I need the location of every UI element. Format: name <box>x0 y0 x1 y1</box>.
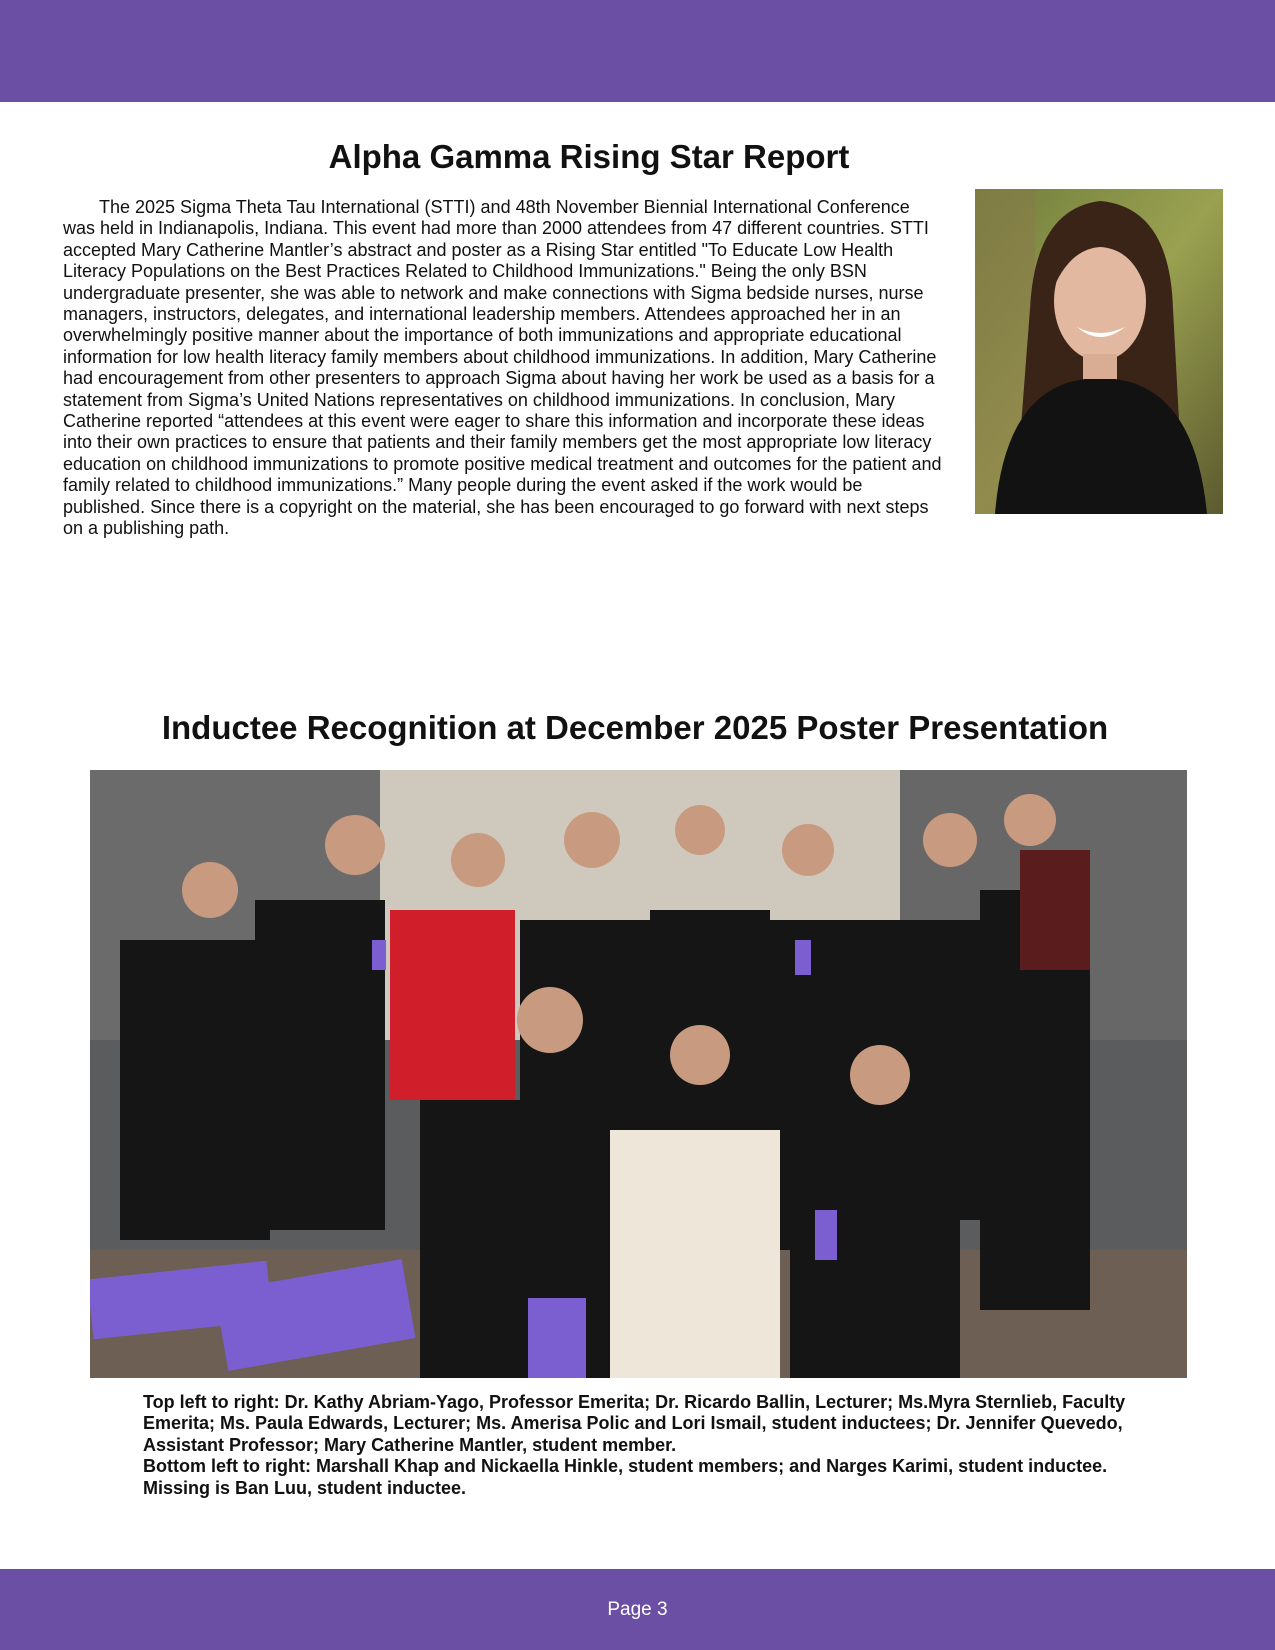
caption-line-missing: Missing is Ban Luu, student inductee. <box>143 1477 467 1498</box>
recognition-title: Inductee Recognition at December 2025 Poster Presentation <box>161 709 1109 746</box>
portrait-photo <box>975 189 1223 514</box>
article-body: The 2025 Sigma Theta Tau International (STTI) and 48th November Biennial International Conference was held in Indianapolis, Indiana. This event had more than 2000 attendees from 47 different countries. STTI accepted Mary Catherine Mantler’s abstract and poster as a Rising Star entitled "To Educate Low Health Literacy Populations on the Best Practices Related to Childhood Immunizations." Being the only BSN undergraduate presenter, she was able to network and make connections with Sigma bedside nurses, nurse managers, instructors, delegates, and international leadership members. Attendees approached her in an overwhelmingly positive manner about the importance of both immunizations and appropriate educational information for low health literacy family members about childhood immunizations. In addition, Mary Catherine had encouragement from other presenters to approach Sigma about having her work be used as a basis for a statement from Sigma’s United Nations representatives on childhood immunizations. In conclusion, Mary Catherine reported “attendees at this event were eager to share this information and incorporate these ideas into their own practices to ensure that patients and their family members get the most appropriate low literacy education on childhood immunizations to promote positive medical treatment and outcomes for the patient and family related to childhood immunizations.” Many people during the event asked if the work would be published. Since there is a copyright on the material, she has been encouraged to go forward with next steps on a publishing path. <box>63 197 942 539</box>
photo-caption <box>143 1392 1153 1499</box>
article-title: Alpha Gamma Rising Star Report <box>328 138 850 175</box>
group-photo <box>90 770 1187 1378</box>
caption-line-bottom: Bottom left to right: Marshall Khap and Nickaella Hinkle, student members; and Narges Karimi, student inductee. <box>143 1456 1108 1477</box>
header-band <box>0 0 1275 102</box>
footer-band <box>0 1569 1275 1650</box>
page-number: Page 3 <box>607 1598 668 1620</box>
caption-line-top: Top left to right: Dr. Kathy Abriam-Yago, Professor Emerita; Dr. Ricardo Ballin, Lecturer; Ms.Myra Sternlieb, Faculty Emerita; Ms. Paula Edwards, Lecturer; Ms. Amerisa Polic and Lori Ismail, student inductees; Dr. Jennifer Quevedo, Assistant Professor; Mary Catherine Mantler, student member. <box>143 1392 1126 1455</box>
